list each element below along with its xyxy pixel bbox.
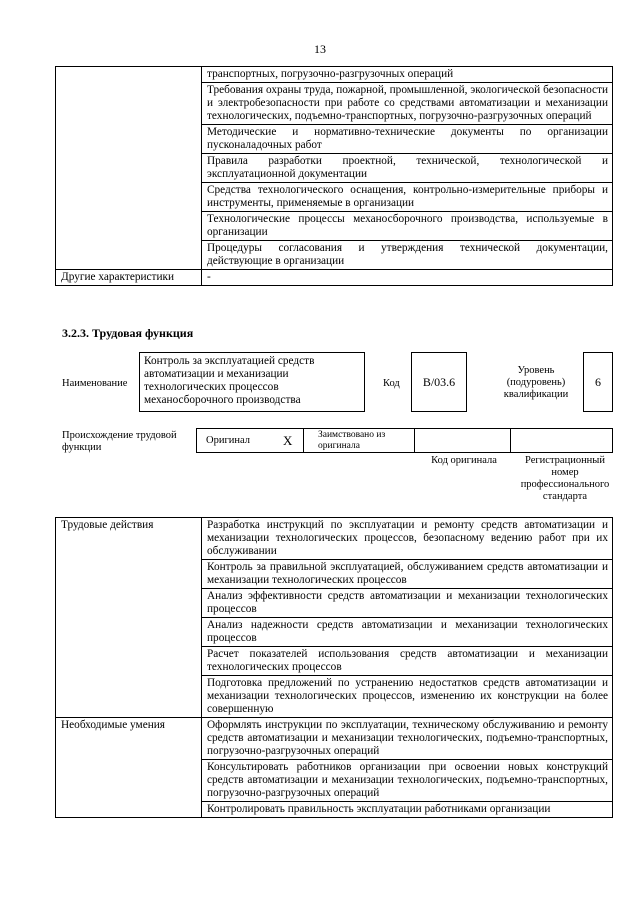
code-value: B/03.6 bbox=[422, 375, 456, 389]
original-cell bbox=[196, 428, 303, 453]
knowledge-item: Требования охраны труда, пожарной, промышленной, экологической безопасности и электробезопасности при работе со средствами автоматизации и механизации технологических, подъемно-транспортных, погрузочно-разгрузочных операций bbox=[202, 83, 613, 125]
table-row bbox=[56, 718, 613, 760]
action-item: Разработка инструкций по эксплуатации и ремонту средств автоматизации и механизации технологических процессов, безопасному ведению работ при их обслуживании bbox=[202, 518, 613, 560]
knowledge-item: Средства технологического оснащения, контрольно-измерительные приборы и инструменты, применяемые в организации bbox=[202, 183, 613, 212]
knowledge-item: Процедуры согласования и утверждения технической документации, действующие в организации bbox=[202, 241, 613, 270]
borrowed-label: Заимствовано из оригинала bbox=[318, 430, 386, 451]
original-mark: X bbox=[283, 433, 293, 448]
action-item: Контроль за правильной эксплуатацией, обслуживанием средств автоматизации и механизации технологических процессов bbox=[202, 560, 613, 589]
level-label: Уровень (подуровень) квалификации bbox=[503, 365, 569, 400]
function-name: Контроль за эксплуатацией средств автоматизации и механизации технологических процессов механосборочного производства bbox=[144, 355, 315, 406]
level-value: 6 bbox=[595, 375, 601, 389]
action-item: Расчет показателей использования средств автоматизации и механизации технологических процессов bbox=[202, 647, 613, 676]
knowledge-item: транспортных, погрузочно-разгрузочных операций bbox=[202, 67, 613, 83]
action-item: Подготовка предложений по устранению недостатков средств автоматизации и механизации технологических процессов, изменению их конструкции на более совершенную bbox=[202, 676, 613, 718]
borrowed-cell bbox=[303, 428, 415, 453]
table-row bbox=[56, 67, 613, 83]
reg-number-cell bbox=[511, 428, 613, 453]
name-label: Наименование bbox=[62, 378, 128, 389]
skill-item: Контролировать правильность эксплуатации работниками организации bbox=[202, 802, 613, 818]
reg-number-caption: Регистрационный номер профессионального стандарта bbox=[520, 455, 610, 502]
knowledge-item: Технологические процессы механосборочного производства, используемые в организации bbox=[202, 212, 613, 241]
skill-item: Оформлять инструкции по эксплуатации, техническому обслуживанию и ремонту средств автоматизации и механизации технологических, подъемно-транспортных, погрузочно-разгрузочных операций bbox=[202, 718, 613, 760]
label-cell bbox=[56, 67, 202, 270]
skill-item: Консультировать работников организации при освоении новых конструкций средств автоматизации и механизации технологических, подъемно-транспортных, погрузочно-разгрузочных операций bbox=[202, 760, 613, 802]
origin-table bbox=[196, 428, 613, 453]
actions-table bbox=[55, 517, 613, 818]
knowledge-item: Методические и нормативно-технические документы по организации пусконаладочных работ bbox=[202, 125, 613, 154]
section-heading: 3.2.3. Трудовая функция bbox=[62, 326, 194, 340]
original-label: Оригинал bbox=[206, 435, 250, 446]
action-item: Анализ надежности средств автоматизации и механизации технологических процессов bbox=[202, 618, 613, 647]
knowledge-item: Правила разработки проектной, технической, технологической и эксплуатационной документации bbox=[202, 154, 613, 183]
table-row bbox=[56, 270, 613, 286]
code-label: Код bbox=[383, 378, 400, 389]
group-label: Необходимые умения bbox=[56, 718, 202, 818]
knowledge-table bbox=[55, 66, 613, 286]
code-box bbox=[411, 352, 467, 412]
page-number: 13 bbox=[314, 42, 326, 56]
other-characteristics-label: Другие характеристики bbox=[56, 270, 202, 286]
level-box bbox=[583, 352, 613, 412]
other-characteristics-value: - bbox=[202, 270, 613, 286]
code-original-caption: Код оригинала bbox=[431, 455, 497, 466]
function-name-box bbox=[139, 352, 365, 412]
origin-label: Происхождение трудовой функции bbox=[62, 430, 177, 453]
table-row bbox=[56, 518, 613, 560]
group-label: Трудовые действия bbox=[56, 518, 202, 718]
action-item: Анализ эффективности средств автоматизации и механизации технологических процессов bbox=[202, 589, 613, 618]
code-original-cell bbox=[415, 428, 511, 453]
